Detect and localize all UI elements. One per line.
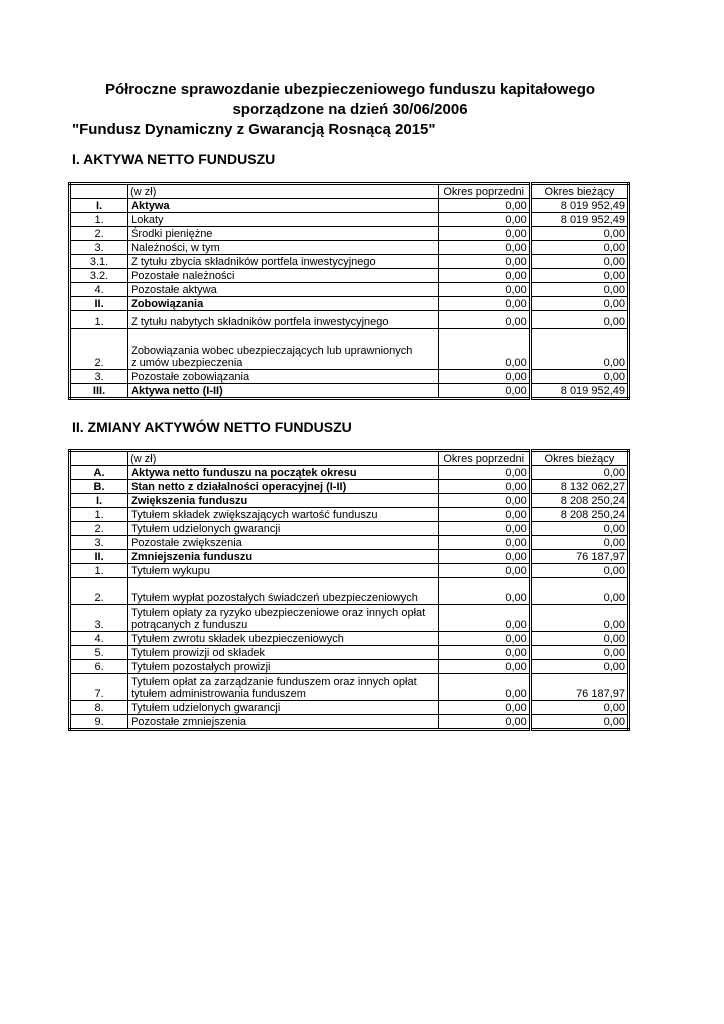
row-curr-value: 0,00 <box>530 632 628 646</box>
row-label <box>128 674 439 701</box>
row-label: Stan netto z działalności operacyjnej (I-II) <box>128 480 439 494</box>
row-label: Tytułem zwrotu składek ubezpieczeniowych <box>128 632 439 646</box>
row-number: 2. <box>70 329 128 370</box>
row-curr-value: 0,00 <box>530 536 628 550</box>
row-curr-value: 0,00 <box>530 646 628 660</box>
row-curr-value: 0,00 <box>530 701 628 715</box>
col-curr-header: Okres bieżący <box>530 184 628 199</box>
col-prev-header: Okres poprzedni <box>438 451 530 466</box>
table-row <box>70 701 629 715</box>
row-number: I. <box>70 199 128 213</box>
row-prev-value: 0,00 <box>438 674 530 701</box>
row-number: 3. <box>70 605 128 632</box>
row-number: 3.1. <box>70 255 128 269</box>
row-label: Pozostałe zwiększenia <box>128 536 439 550</box>
table-row <box>70 269 629 283</box>
table-row <box>70 536 629 550</box>
row-number: 3. <box>70 241 128 255</box>
row-number: 1. <box>70 564 128 578</box>
row-curr-value: 0,00 <box>530 564 628 578</box>
row-prev-value: 0,00 <box>438 701 530 715</box>
table-row <box>70 632 629 646</box>
row-curr-value: 76 187,97 <box>530 550 628 564</box>
row-curr-value: 0,00 <box>530 522 628 536</box>
header-blank <box>70 451 128 466</box>
net-assets-changes-table <box>68 449 630 731</box>
row-number: 4. <box>70 632 128 646</box>
row-label: Pozostałe należności <box>128 269 439 283</box>
row-number: 8. <box>70 701 128 715</box>
row-curr-value: 0,00 <box>530 329 628 370</box>
row-curr-value: 0,00 <box>530 578 628 605</box>
table-row <box>70 522 629 536</box>
table-row <box>70 564 629 578</box>
row-prev-value: 0,00 <box>438 329 530 370</box>
row-curr-value: 0,00 <box>530 311 628 329</box>
row-number: II. <box>70 550 128 564</box>
row-number: 3. <box>70 536 128 550</box>
row-prev-value: 0,00 <box>438 370 530 384</box>
row-curr-value: 0,00 <box>530 255 628 269</box>
report-title-line1: Półroczne sprawozdanie ubezpieczeniowego funduszu kapitałowego <box>104 81 596 98</box>
row-prev-value: 0,00 <box>438 508 530 522</box>
row-curr-value: 0,00 <box>530 297 628 311</box>
row-number: 1. <box>70 311 128 329</box>
row-number: 2. <box>70 578 128 605</box>
row-number: I. <box>70 494 128 508</box>
row-label-line1: Zobowiązania wobec ubezpieczających lub uprawnionych <box>131 345 413 357</box>
row-number: III. <box>92 385 106 397</box>
row-curr-value: 0,00 <box>530 715 628 730</box>
row-prev-value: 0,00 <box>438 494 530 508</box>
table-row <box>70 213 629 227</box>
fund-name: "Fundusz Dynamiczny z Gwarancją Rosnącą 2015" <box>72 121 436 138</box>
table-row <box>70 605 629 632</box>
row-label <box>128 605 439 632</box>
row-curr-value: 8 019 952,49 <box>530 199 628 213</box>
row-number: 2. <box>70 227 128 241</box>
row-number: 3. <box>70 370 128 384</box>
row-label: Należności, w tym <box>128 241 439 255</box>
row-number: II. <box>70 297 128 311</box>
row-number: 3.2. <box>70 269 128 283</box>
report-title-line2: sporządzone na dzień 30/06/2006 <box>232 101 468 118</box>
table-row <box>70 508 629 522</box>
row-label-line1: Tytułem opłaty za ryzyko ubezpieczeniowe oraz innych opłat <box>131 607 426 619</box>
row-prev-value: 0,00 <box>438 283 530 297</box>
row-prev-value: 0,00 <box>438 536 530 550</box>
table-row <box>70 199 629 213</box>
row-curr-value: 76 187,97 <box>530 674 628 701</box>
row-label-line2: potrącanych z funduszu <box>131 619 248 631</box>
col-prev-header: Okres poprzedni <box>438 184 530 199</box>
row-prev-value: 0,00 <box>438 269 530 283</box>
row-number: 6. <box>70 660 128 674</box>
row-curr-value: 0,00 <box>530 269 628 283</box>
row-label: Tytułem prowizji od składek <box>128 646 439 660</box>
table-row <box>70 329 629 370</box>
unit-label: (w zł) <box>128 184 439 199</box>
row-curr-value: 8 132 062,27 <box>530 480 628 494</box>
row-number: 9. <box>94 716 104 728</box>
row-curr-value: 0,00 <box>530 466 628 480</box>
row-label: Tytułem udzielonych gwarancji <box>128 522 439 536</box>
table-row <box>70 370 629 384</box>
row-label: Aktywa <box>128 199 439 213</box>
row-number: B. <box>70 480 128 494</box>
table-row <box>70 241 629 255</box>
row-curr-value: 8 019 952,49 <box>530 384 628 399</box>
row-prev-value: 0,00 <box>438 255 530 269</box>
row-prev-value: 0,00 <box>438 564 530 578</box>
row-label-line2: z umów ubezpieczenia <box>131 357 243 369</box>
row-label: Pozostałe zmniejszenia <box>128 715 439 730</box>
table-row <box>70 311 629 329</box>
row-label: Tytułem pozostałych prowizji <box>128 660 439 674</box>
row-label: Aktywa netto (I-II) <box>128 384 439 399</box>
table-row <box>70 674 629 701</box>
table-row <box>70 715 629 730</box>
table-row <box>70 646 629 660</box>
row-curr-value: 0,00 <box>530 370 628 384</box>
row-number: A. <box>70 466 128 480</box>
table-row <box>70 255 629 269</box>
table-row <box>70 297 629 311</box>
row-label-line1: Tytułem opłat za zarządzanie funduszem oraz innych opłat <box>131 676 417 688</box>
row-label: Zobowiązania <box>128 297 439 311</box>
row-prev-value: 0,00 <box>438 715 530 730</box>
row-number: 5. <box>70 646 128 660</box>
col-curr-header: Okres bieżący <box>530 451 628 466</box>
header-blank <box>70 184 128 199</box>
unit-label: (w zł) <box>128 451 439 466</box>
row-prev-value: 0,00 <box>438 466 530 480</box>
row-prev-value: 0,00 <box>438 297 530 311</box>
row-label: Aktywa netto funduszu na początek okresu <box>128 466 439 480</box>
row-label: Pozostałe aktywa <box>128 283 439 297</box>
row-number: 4. <box>70 283 128 297</box>
section1-title: I. AKTYWA NETTO FUNDUSZU <box>72 151 276 167</box>
row-curr-value: 0,00 <box>530 605 628 632</box>
table-row <box>70 578 629 605</box>
row-label: Tytułem wykupu <box>128 564 439 578</box>
row-prev-value: 0,00 <box>438 605 530 632</box>
row-number: 1. <box>70 213 128 227</box>
row-label: Tytułem składek zwiększających wartość funduszu <box>128 508 439 522</box>
row-number: 1. <box>70 508 128 522</box>
row-curr-value: 0,00 <box>530 283 628 297</box>
row-prev-value: 0,00 <box>438 632 530 646</box>
row-number: 2. <box>70 522 128 536</box>
row-curr-value: 8 019 952,49 <box>530 213 628 227</box>
row-prev-value: 0,00 <box>438 199 530 213</box>
row-prev-value: 0,00 <box>438 646 530 660</box>
row-prev-value: 0,00 <box>438 311 530 329</box>
row-label: Zmniejszenia funduszu <box>128 550 439 564</box>
row-curr-value: 0,00 <box>530 660 628 674</box>
table-header-row <box>70 451 629 466</box>
row-label: Lokaty <box>128 213 439 227</box>
row-label: Tytułem udzielonych gwarancji <box>128 701 439 715</box>
row-prev-value: 0,00 <box>438 550 530 564</box>
table-row <box>70 227 629 241</box>
table-row <box>70 466 629 480</box>
table-row <box>70 480 629 494</box>
table-row <box>70 660 629 674</box>
row-prev-value: 0,00 <box>438 227 530 241</box>
row-curr-value: 0,00 <box>530 227 628 241</box>
table-row <box>70 283 629 297</box>
row-label: Środki pieniężne <box>128 227 439 241</box>
row-label: Z tytułu zbycia składników portfela inwestycyjnego <box>128 255 439 269</box>
net-assets-table <box>68 182 630 400</box>
row-label: Zwiększenia funduszu <box>128 494 439 508</box>
table-row <box>70 550 629 564</box>
row-prev-value: 0,00 <box>438 241 530 255</box>
row-curr-value: 8 208 250,24 <box>530 494 628 508</box>
table-header-row <box>70 184 629 199</box>
row-label: Pozostałe zobowiązania <box>128 370 439 384</box>
row-label: Tytułem wypłat pozostałych świadczeń ubezpieczeniowych <box>128 578 439 605</box>
section2-title: II. ZMIANY AKTYWÓW NETTO FUNDUSZU <box>72 419 352 435</box>
row-label-line2: tytułem administrowania funduszem <box>131 688 306 700</box>
row-prev-value: 0,00 <box>438 384 530 399</box>
row-number: 7. <box>70 674 128 701</box>
row-prev-value: 0,00 <box>438 480 530 494</box>
row-prev-value: 0,00 <box>438 522 530 536</box>
row-label <box>128 329 439 370</box>
table-row <box>70 494 629 508</box>
row-prev-value: 0,00 <box>438 213 530 227</box>
table-row <box>70 384 629 399</box>
row-curr-value: 0,00 <box>530 241 628 255</box>
row-prev-value: 0,00 <box>438 660 530 674</box>
row-curr-value: 8 208 250,24 <box>530 508 628 522</box>
row-label: Z tytułu nabytych składników portfela inwestycyjnego <box>128 311 439 329</box>
row-prev-value: 0,00 <box>438 578 530 605</box>
